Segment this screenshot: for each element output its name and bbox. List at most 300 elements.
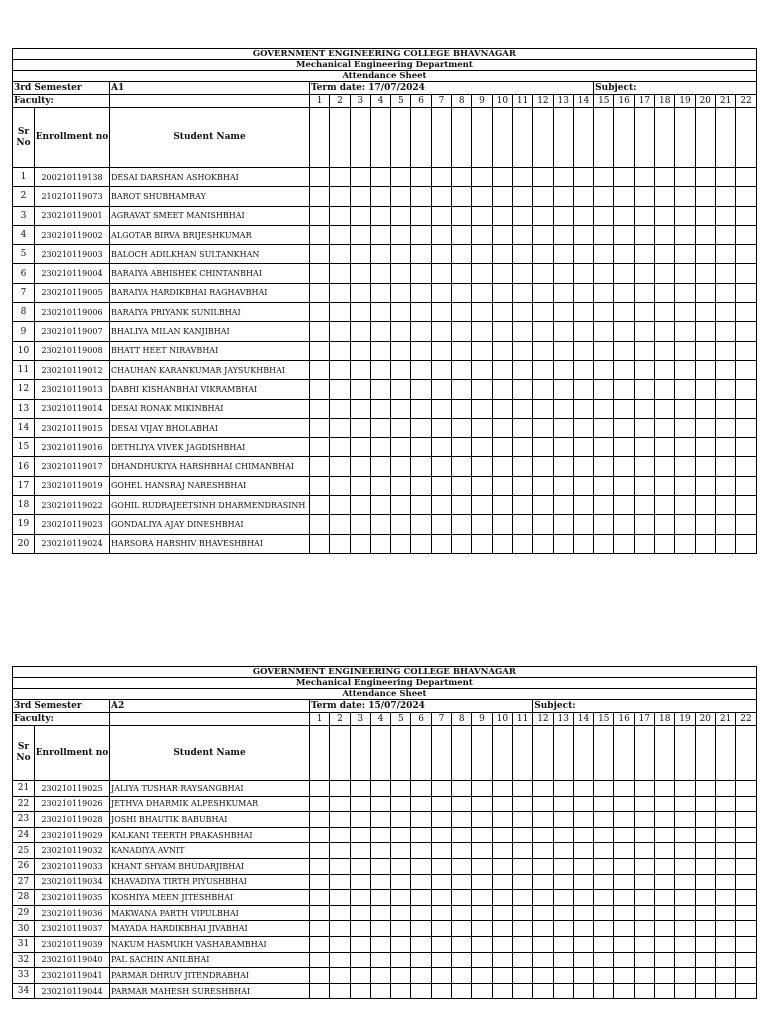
attendance-cell[interactable] [512,515,532,534]
attendance-cell[interactable] [472,534,492,553]
attendance-cell[interactable] [411,952,431,968]
attendance-cell[interactable] [614,905,634,921]
attendance-cell[interactable] [675,496,695,515]
attendance-cell[interactable] [675,534,695,553]
attendance-cell[interactable] [492,983,512,999]
attendance-cell[interactable] [431,890,451,906]
attendance-cell[interactable] [431,225,451,244]
attendance-cell[interactable] [614,476,634,495]
attendance-cell[interactable] [553,874,573,890]
attendance-cell[interactable] [431,108,451,168]
attendance-cell[interactable] [634,827,654,843]
attendance-cell[interactable] [492,418,512,437]
attendance-cell[interactable] [492,843,512,859]
attendance-cell[interactable] [452,890,472,906]
attendance-cell[interactable] [695,341,715,360]
attendance-cell[interactable] [675,843,695,859]
attendance-cell[interactable] [472,890,492,906]
attendance-cell[interactable] [594,952,614,968]
attendance-cell[interactable] [736,187,757,206]
attendance-cell[interactable] [715,534,735,553]
attendance-cell[interactable] [553,952,573,968]
attendance-cell[interactable] [614,380,634,399]
attendance-cell[interactable] [573,796,593,812]
attendance-cell[interactable] [350,983,370,999]
attendance-cell[interactable] [553,108,573,168]
attendance-cell[interactable] [594,245,614,264]
attendance-cell[interactable] [675,890,695,906]
attendance-cell[interactable] [655,781,675,797]
attendance-cell[interactable] [634,418,654,437]
attendance-cell[interactable] [431,726,451,781]
attendance-cell[interactable] [330,168,350,187]
attendance-cell[interactable] [715,380,735,399]
attendance-cell[interactable] [634,438,654,457]
attendance-cell[interactable] [675,322,695,341]
attendance-cell[interactable] [452,245,472,264]
attendance-cell[interactable] [330,874,350,890]
attendance-cell[interactable] [411,905,431,921]
attendance-cell[interactable] [431,341,451,360]
attendance-cell[interactable] [614,812,634,828]
attendance-cell[interactable] [573,399,593,418]
attendance-cell[interactable] [431,496,451,515]
attendance-cell[interactable] [553,921,573,937]
attendance-cell[interactable] [330,534,350,553]
attendance-cell[interactable] [594,921,614,937]
attendance-cell[interactable] [736,322,757,341]
attendance-cell[interactable] [533,515,553,534]
attendance-cell[interactable] [391,418,411,437]
attendance-cell[interactable] [594,225,614,244]
attendance-cell[interactable] [512,457,532,476]
attendance-cell[interactable] [310,890,330,906]
attendance-cell[interactable] [370,303,390,322]
attendance-cell[interactable] [573,858,593,874]
attendance-cell[interactable] [411,476,431,495]
attendance-cell[interactable] [573,341,593,360]
attendance-cell[interactable] [594,983,614,999]
attendance-cell[interactable] [452,283,472,302]
attendance-cell[interactable] [695,858,715,874]
attendance-cell[interactable] [350,245,370,264]
attendance-cell[interactable] [675,874,695,890]
attendance-cell[interactable] [391,360,411,379]
attendance-cell[interactable] [736,108,757,168]
attendance-cell[interactable] [573,496,593,515]
attendance-cell[interactable] [472,952,492,968]
attendance-cell[interactable] [472,936,492,952]
attendance-cell[interactable] [736,843,757,859]
attendance-cell[interactable] [492,399,512,418]
attendance-cell[interactable] [370,921,390,937]
attendance-cell[interactable] [411,796,431,812]
attendance-cell[interactable] [452,843,472,859]
attendance-cell[interactable] [634,983,654,999]
attendance-cell[interactable] [431,968,451,984]
attendance-cell[interactable] [492,936,512,952]
attendance-cell[interactable] [695,952,715,968]
attendance-cell[interactable] [715,515,735,534]
attendance-cell[interactable] [655,921,675,937]
attendance-cell[interactable] [431,438,451,457]
attendance-cell[interactable] [695,812,715,828]
attendance-cell[interactable] [573,534,593,553]
attendance-cell[interactable] [695,874,715,890]
attendance-cell[interactable] [391,245,411,264]
attendance-cell[interactable] [330,843,350,859]
attendance-cell[interactable] [391,968,411,984]
attendance-cell[interactable] [492,341,512,360]
attendance-cell[interactable] [452,874,472,890]
attendance-cell[interactable] [594,264,614,283]
attendance-cell[interactable] [472,457,492,476]
attendance-cell[interactable] [533,225,553,244]
attendance-cell[interactable] [492,905,512,921]
attendance-cell[interactable] [736,858,757,874]
attendance-cell[interactable] [533,936,553,952]
attendance-cell[interactable] [411,438,431,457]
attendance-cell[interactable] [655,515,675,534]
attendance-cell[interactable] [310,322,330,341]
attendance-cell[interactable] [573,187,593,206]
attendance-cell[interactable] [675,418,695,437]
attendance-cell[interactable] [655,905,675,921]
attendance-cell[interactable] [533,843,553,859]
attendance-cell[interactable] [411,322,431,341]
attendance-cell[interactable] [594,890,614,906]
attendance-cell[interactable] [533,108,553,168]
attendance-cell[interactable] [553,418,573,437]
attendance-cell[interactable] [492,360,512,379]
attendance-cell[interactable] [614,983,634,999]
attendance-cell[interactable] [350,187,370,206]
attendance-cell[interactable] [736,168,757,187]
attendance-cell[interactable] [634,245,654,264]
attendance-cell[interactable] [391,187,411,206]
attendance-cell[interactable] [736,796,757,812]
attendance-cell[interactable] [736,496,757,515]
attendance-cell[interactable] [452,534,472,553]
attendance-cell[interactable] [736,380,757,399]
attendance-cell[interactable] [370,438,390,457]
attendance-cell[interactable] [492,225,512,244]
attendance-cell[interactable] [573,264,593,283]
attendance-cell[interactable] [492,303,512,322]
attendance-cell[interactable] [452,921,472,937]
attendance-cell[interactable] [533,283,553,302]
attendance-cell[interactable] [411,225,431,244]
attendance-cell[interactable] [614,890,634,906]
attendance-cell[interactable] [675,168,695,187]
attendance-cell[interactable] [472,168,492,187]
attendance-cell[interactable] [675,457,695,476]
attendance-cell[interactable] [655,245,675,264]
attendance-cell[interactable] [715,341,735,360]
attendance-cell[interactable] [573,843,593,859]
attendance-cell[interactable] [411,245,431,264]
attendance-cell[interactable] [634,781,654,797]
attendance-cell[interactable] [573,968,593,984]
attendance-cell[interactable] [695,781,715,797]
attendance-cell[interactable] [472,360,492,379]
attendance-cell[interactable] [431,245,451,264]
attendance-cell[interactable] [512,399,532,418]
attendance-cell[interactable] [452,322,472,341]
attendance-cell[interactable] [553,476,573,495]
attendance-cell[interactable] [391,983,411,999]
attendance-cell[interactable] [330,858,350,874]
attendance-cell[interactable] [634,905,654,921]
attendance-cell[interactable] [594,534,614,553]
attendance-cell[interactable] [655,890,675,906]
attendance-cell[interactable] [634,360,654,379]
attendance-cell[interactable] [736,360,757,379]
attendance-cell[interactable] [391,874,411,890]
attendance-cell[interactable] [310,515,330,534]
attendance-cell[interactable] [350,952,370,968]
attendance-cell[interactable] [594,438,614,457]
attendance-cell[interactable] [533,905,553,921]
attendance-cell[interactable] [715,168,735,187]
attendance-cell[interactable] [350,476,370,495]
attendance-cell[interactable] [553,858,573,874]
attendance-cell[interactable] [715,283,735,302]
attendance-cell[interactable] [411,496,431,515]
attendance-cell[interactable] [350,796,370,812]
attendance-cell[interactable] [370,726,390,781]
attendance-cell[interactable] [310,225,330,244]
attendance-cell[interactable] [695,380,715,399]
attendance-cell[interactable] [675,380,695,399]
attendance-cell[interactable] [634,206,654,225]
attendance-cell[interactable] [715,206,735,225]
attendance-cell[interactable] [553,496,573,515]
attendance-cell[interactable] [553,206,573,225]
attendance-cell[interactable] [634,952,654,968]
attendance-cell[interactable] [573,827,593,843]
attendance-cell[interactable] [715,843,735,859]
attendance-cell[interactable] [431,874,451,890]
attendance-cell[interactable] [370,952,390,968]
attendance-cell[interactable] [370,341,390,360]
attendance-cell[interactable] [310,905,330,921]
attendance-cell[interactable] [411,983,431,999]
attendance-cell[interactable] [573,245,593,264]
attendance-cell[interactable] [492,322,512,341]
attendance-cell[interactable] [655,534,675,553]
attendance-cell[interactable] [431,827,451,843]
attendance-cell[interactable] [533,534,553,553]
attendance-cell[interactable] [736,438,757,457]
attendance-cell[interactable] [736,264,757,283]
attendance-cell[interactable] [492,245,512,264]
attendance-cell[interactable] [736,283,757,302]
attendance-cell[interactable] [512,726,532,781]
attendance-cell[interactable] [655,360,675,379]
attendance-cell[interactable] [634,187,654,206]
attendance-cell[interactable] [350,303,370,322]
attendance-cell[interactable] [452,187,472,206]
attendance-cell[interactable] [310,399,330,418]
attendance-cell[interactable] [634,303,654,322]
attendance-cell[interactable] [573,936,593,952]
attendance-cell[interactable] [594,726,614,781]
attendance-cell[interactable] [391,905,411,921]
attendance-cell[interactable] [411,380,431,399]
attendance-cell[interactable] [533,952,553,968]
attendance-cell[interactable] [431,936,451,952]
attendance-cell[interactable] [492,968,512,984]
attendance-cell[interactable] [614,515,634,534]
attendance-cell[interactable] [736,968,757,984]
attendance-cell[interactable] [695,476,715,495]
attendance-cell[interactable] [512,380,532,399]
attendance-cell[interactable] [655,843,675,859]
attendance-cell[interactable] [594,418,614,437]
attendance-cell[interactable] [512,341,532,360]
attendance-cell[interactable] [736,827,757,843]
attendance-cell[interactable] [350,905,370,921]
attendance-cell[interactable] [472,905,492,921]
attendance-cell[interactable] [472,476,492,495]
attendance-cell[interactable] [452,812,472,828]
attendance-cell[interactable] [310,827,330,843]
attendance-cell[interactable] [553,303,573,322]
attendance-cell[interactable] [492,534,512,553]
attendance-cell[interactable] [512,438,532,457]
attendance-cell[interactable] [715,264,735,283]
attendance-cell[interactable] [512,225,532,244]
attendance-cell[interactable] [512,283,532,302]
attendance-cell[interactable] [655,341,675,360]
attendance-cell[interactable] [391,438,411,457]
attendance-cell[interactable] [391,515,411,534]
attendance-cell[interactable] [452,781,472,797]
attendance-cell[interactable] [350,341,370,360]
attendance-cell[interactable] [472,968,492,984]
attendance-cell[interactable] [350,264,370,283]
attendance-cell[interactable] [573,225,593,244]
attendance-cell[interactable] [391,496,411,515]
attendance-cell[interactable] [715,225,735,244]
attendance-cell[interactable] [553,187,573,206]
attendance-cell[interactable] [370,264,390,283]
attendance-cell[interactable] [634,515,654,534]
attendance-cell[interactable] [553,827,573,843]
attendance-cell[interactable] [533,264,553,283]
attendance-cell[interactable] [695,168,715,187]
attendance-cell[interactable] [573,890,593,906]
attendance-cell[interactable] [472,264,492,283]
attendance-cell[interactable] [391,264,411,283]
attendance-cell[interactable] [472,858,492,874]
attendance-cell[interactable] [594,796,614,812]
attendance-cell[interactable] [310,168,330,187]
attendance-cell[interactable] [370,418,390,437]
attendance-cell[interactable] [391,796,411,812]
attendance-cell[interactable] [391,781,411,797]
attendance-cell[interactable] [715,952,735,968]
attendance-cell[interactable] [370,322,390,341]
attendance-cell[interactable] [715,245,735,264]
attendance-cell[interactable] [330,418,350,437]
attendance-cell[interactable] [391,108,411,168]
attendance-cell[interactable] [553,341,573,360]
attendance-cell[interactable] [310,283,330,302]
attendance-cell[interactable] [391,952,411,968]
attendance-cell[interactable] [715,796,735,812]
attendance-cell[interactable] [533,827,553,843]
attendance-cell[interactable] [655,936,675,952]
attendance-cell[interactable] [614,187,634,206]
attendance-cell[interactable] [655,108,675,168]
attendance-cell[interactable] [350,399,370,418]
attendance-cell[interactable] [472,303,492,322]
attendance-cell[interactable] [533,496,553,515]
attendance-cell[interactable] [472,399,492,418]
attendance-cell[interactable] [594,360,614,379]
attendance-cell[interactable] [655,796,675,812]
attendance-cell[interactable] [350,515,370,534]
attendance-cell[interactable] [391,936,411,952]
attendance-cell[interactable] [310,187,330,206]
attendance-cell[interactable] [553,905,573,921]
attendance-cell[interactable] [594,968,614,984]
attendance-cell[interactable] [634,843,654,859]
attendance-cell[interactable] [330,983,350,999]
attendance-cell[interactable] [472,796,492,812]
attendance-cell[interactable] [675,264,695,283]
attendance-cell[interactable] [370,827,390,843]
attendance-cell[interactable] [614,322,634,341]
attendance-cell[interactable] [391,858,411,874]
attendance-cell[interactable] [512,245,532,264]
attendance-cell[interactable] [512,534,532,553]
attendance-cell[interactable] [330,245,350,264]
attendance-cell[interactable] [370,399,390,418]
attendance-cell[interactable] [695,457,715,476]
attendance-cell[interactable] [553,781,573,797]
attendance-cell[interactable] [553,534,573,553]
attendance-cell[interactable] [614,534,634,553]
attendance-cell[interactable] [512,905,532,921]
attendance-cell[interactable] [614,921,634,937]
attendance-cell[interactable] [431,781,451,797]
attendance-cell[interactable] [370,206,390,225]
attendance-cell[interactable] [330,812,350,828]
attendance-cell[interactable] [310,438,330,457]
attendance-cell[interactable] [370,936,390,952]
attendance-cell[interactable] [431,187,451,206]
attendance-cell[interactable] [655,399,675,418]
attendance-cell[interactable] [553,515,573,534]
attendance-cell[interactable] [533,968,553,984]
attendance-cell[interactable] [573,921,593,937]
attendance-cell[interactable] [675,905,695,921]
attendance-cell[interactable] [512,206,532,225]
attendance-cell[interactable] [736,515,757,534]
attendance-cell[interactable] [411,726,431,781]
attendance-cell[interactable] [310,968,330,984]
attendance-cell[interactable] [675,515,695,534]
attendance-cell[interactable] [330,457,350,476]
attendance-cell[interactable] [614,438,634,457]
attendance-cell[interactable] [452,264,472,283]
attendance-cell[interactable] [594,496,614,515]
attendance-cell[interactable] [715,360,735,379]
attendance-cell[interactable] [655,168,675,187]
